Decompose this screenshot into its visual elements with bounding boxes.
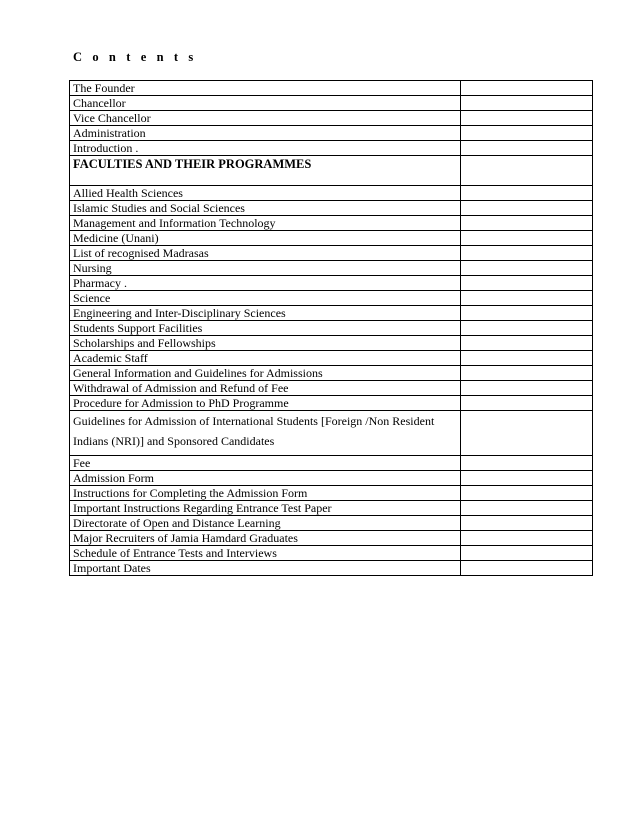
contents-entry-label: Science <box>70 291 461 306</box>
contents-row <box>70 111 593 126</box>
contents-row <box>70 96 593 111</box>
contents-row <box>70 276 593 291</box>
contents-entry-page-cell <box>461 471 593 486</box>
contents-entry-page-cell <box>461 156 593 186</box>
contents-entry-label: Admission Form <box>70 471 461 486</box>
contents-row <box>70 456 593 471</box>
contents-row <box>70 141 593 156</box>
contents-entry-page-cell <box>461 366 593 381</box>
contents-entry-page-cell <box>461 246 593 261</box>
contents-entry-label: Directorate of Open and Distance Learning <box>70 516 461 531</box>
contents-entry-label: Nursing <box>70 261 461 276</box>
contents-heading: C o n t e n t s <box>73 50 197 64</box>
contents-entry-label: Fee <box>70 456 461 471</box>
contents-row <box>70 561 593 576</box>
contents-row <box>70 201 593 216</box>
contents-entry-page-cell <box>461 501 593 516</box>
contents-entry-label: Withdrawal of Admission and Refund of Fee <box>70 381 461 396</box>
contents-entry-page-cell <box>461 81 593 96</box>
contents-row <box>70 411 593 456</box>
contents-entry-page-cell <box>461 351 593 366</box>
contents-entry-label: FACULTIES AND THEIR PROGRAMMES <box>70 156 461 186</box>
contents-entry-page-cell <box>461 276 593 291</box>
contents-entry-page-cell <box>461 336 593 351</box>
contents-entry-page-cell <box>461 561 593 576</box>
contents-entry-label: Instructions for Completing the Admission Form <box>70 486 461 501</box>
contents-row <box>70 396 593 411</box>
contents-entry-label: Introduction . <box>70 141 461 156</box>
contents-entry-label: Management and Information Technology <box>70 216 461 231</box>
contents-row <box>70 81 593 96</box>
contents-entry-page-cell <box>461 201 593 216</box>
contents-row <box>70 501 593 516</box>
contents-entry-label: Pharmacy . <box>70 276 461 291</box>
contents-entry-label: Islamic Studies and Social Sciences <box>70 201 461 216</box>
contents-row <box>70 291 593 306</box>
contents-entry-page-cell <box>461 411 593 456</box>
contents-entry-page-cell <box>461 321 593 336</box>
contents-row <box>70 351 593 366</box>
contents-row <box>70 186 593 201</box>
contents-entry-page-cell <box>461 546 593 561</box>
contents-row <box>70 381 593 396</box>
contents-entry-label: Guidelines for Admission of International Students [Foreign /Non Resident Indians (NRI)] and Sponsored Candidates <box>70 411 461 456</box>
contents-entry-page-cell <box>461 141 593 156</box>
contents-row <box>70 471 593 486</box>
contents-entry-label: Schedule of Entrance Tests and Interviews <box>70 546 461 561</box>
contents-entry-page-cell <box>461 396 593 411</box>
contents-entry-page-cell <box>461 456 593 471</box>
contents-row <box>70 126 593 141</box>
section-heading-row <box>70 156 593 186</box>
contents-row <box>70 231 593 246</box>
contents-row <box>70 546 593 561</box>
contents-entry-label: List of recognised Madrasas <box>70 246 461 261</box>
contents-row <box>70 531 593 546</box>
contents-entry-label: Major Recruiters of Jamia Hamdard Graduates <box>70 531 461 546</box>
contents-row <box>70 261 593 276</box>
contents-entry-label: Important Instructions Regarding Entrance Test Paper <box>70 501 461 516</box>
contents-entry-page-cell <box>461 96 593 111</box>
contents-entry-label: Important Dates <box>70 561 461 576</box>
contents-entry-page-cell <box>461 231 593 246</box>
contents-entry-label: Academic Staff <box>70 351 461 366</box>
contents-row <box>70 321 593 336</box>
contents-row <box>70 336 593 351</box>
contents-table <box>69 80 593 576</box>
contents-entry-label: Students Support Facilities <box>70 321 461 336</box>
contents-entry-page-cell <box>461 381 593 396</box>
contents-entry-label: Vice Chancellor <box>70 111 461 126</box>
contents-entry-label: Allied Health Sciences <box>70 186 461 201</box>
contents-row <box>70 216 593 231</box>
contents-entry-label: Procedure for Admission to PhD Programme <box>70 396 461 411</box>
contents-row <box>70 516 593 531</box>
contents-entry-page-cell <box>461 216 593 231</box>
contents-entry-page-cell <box>461 531 593 546</box>
contents-entry-label: The Founder <box>70 81 461 96</box>
contents-entry-page-cell <box>461 186 593 201</box>
contents-row <box>70 486 593 501</box>
contents-entry-label: Administration <box>70 126 461 141</box>
contents-entry-label: General Information and Guidelines for Admissions <box>70 366 461 381</box>
contents-entry-page-cell <box>461 486 593 501</box>
contents-entry-page-cell <box>461 516 593 531</box>
contents-row <box>70 246 593 261</box>
contents-row <box>70 366 593 381</box>
contents-entry-label: Chancellor <box>70 96 461 111</box>
contents-entry-page-cell <box>461 111 593 126</box>
contents-entry-page-cell <box>461 126 593 141</box>
contents-entry-label: Medicine (Unani) <box>70 231 461 246</box>
contents-table-body <box>70 81 593 576</box>
contents-entry-page-cell <box>461 261 593 276</box>
contents-row <box>70 306 593 321</box>
contents-entry-label: Scholarships and Fellowships <box>70 336 461 351</box>
contents-entry-page-cell <box>461 291 593 306</box>
contents-entry-page-cell <box>461 306 593 321</box>
contents-entry-label: Engineering and Inter-Disciplinary Sciences <box>70 306 461 321</box>
